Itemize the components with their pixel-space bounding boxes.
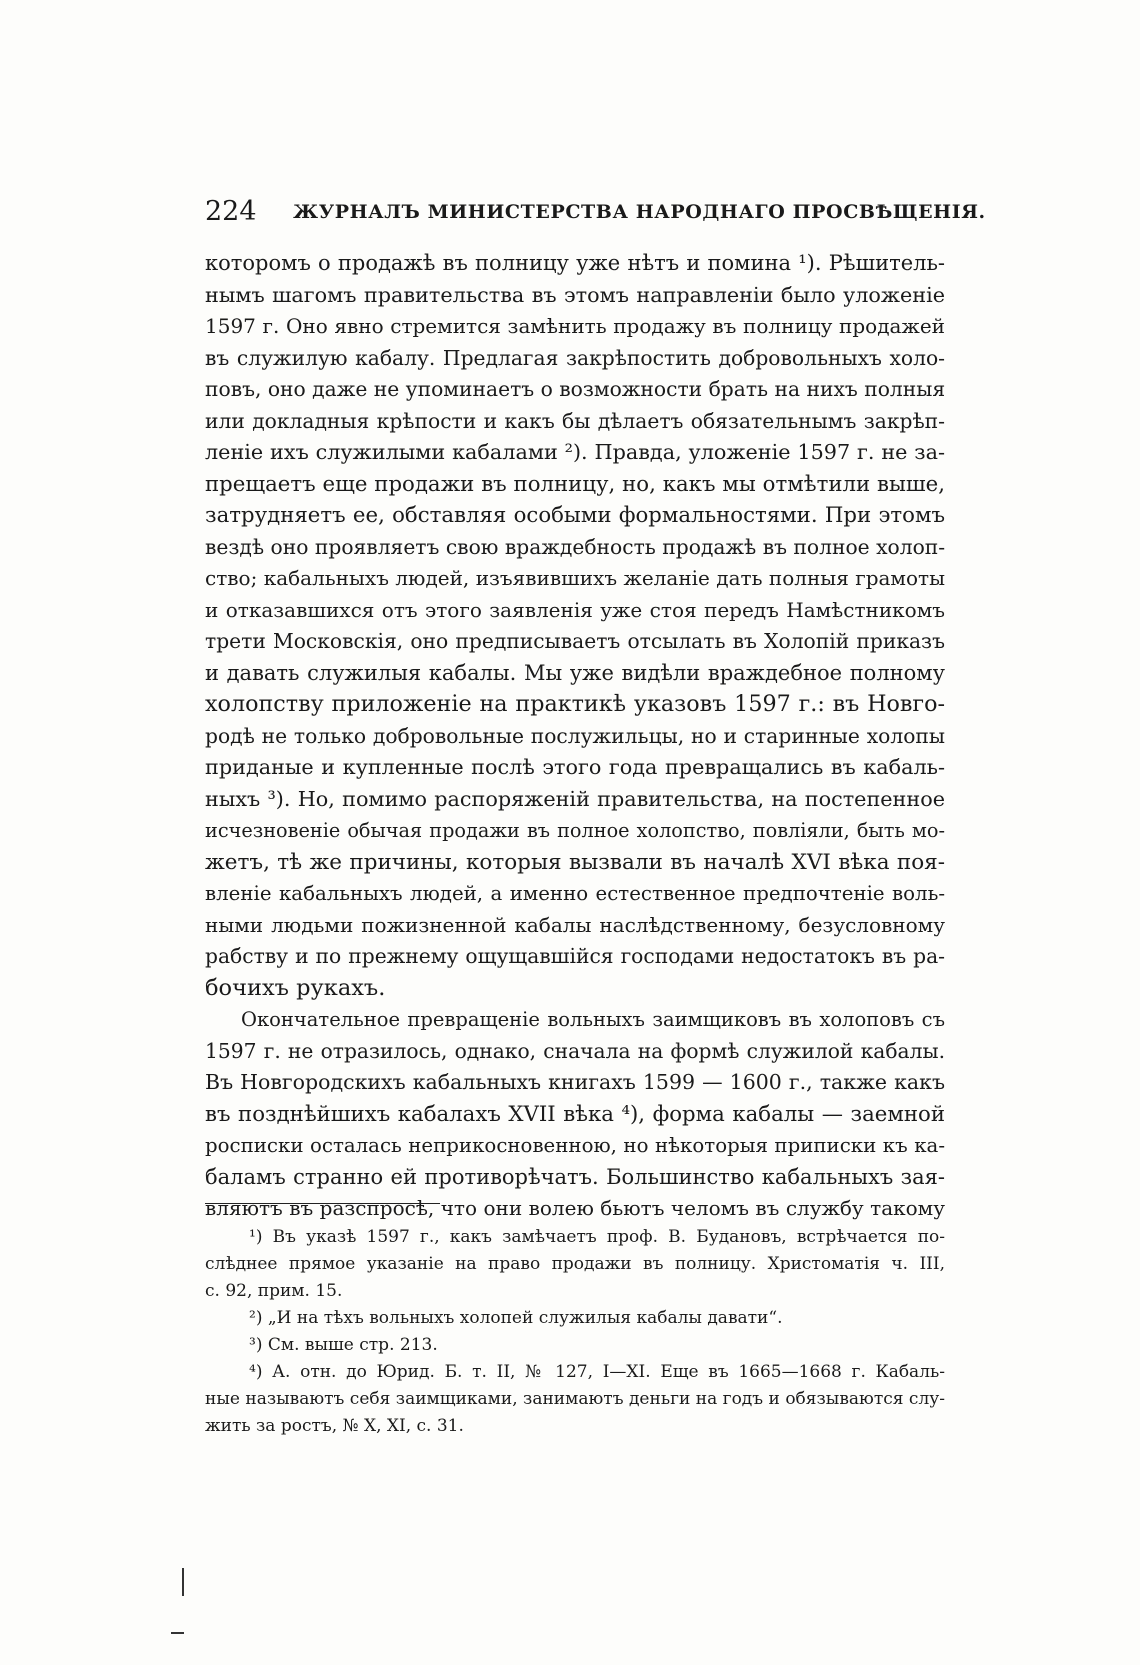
text-line: и давать служилыя кабалы. Мы уже видѣли враждебное полному bbox=[205, 660, 945, 685]
text-line: леніе ихъ служилыми кабалами ²). Правда, уложеніе 1597 г. не за- bbox=[205, 440, 945, 464]
text-line: баламъ странно ей противорѣчатъ. Большинство кабальныхъ зая- bbox=[205, 1164, 945, 1189]
page-number: 224 bbox=[205, 196, 257, 227]
text-line: и отказавшихся отъ этого заявленія уже стоя передъ Намѣстникомъ bbox=[205, 597, 945, 622]
footnote-line: ¹) Въ указѣ 1597 г., какъ замѣчаетъ проф. В. Будановъ, встрѣчается по- bbox=[249, 1227, 945, 1247]
footnote-line: слѣднее прямое указаніе на право продажи въ полницу. Христоматія ч. III, bbox=[205, 1254, 945, 1274]
main-text bbox=[205, 248, 945, 1225]
text-line: Въ Новгородскихъ кабальныхъ книгахъ 1599 — 1600 г., также какъ bbox=[205, 1070, 945, 1094]
footnote-line: ³) См. выше стр. 213. bbox=[249, 1335, 438, 1355]
text-line: вляютъ въ разспросѣ, что они волею бьютъ челомъ въ службу такому bbox=[205, 1196, 945, 1220]
running-header bbox=[205, 196, 986, 227]
text-line: жетъ, тѣ же причины, которыя вызвали въ началѣ XVI вѣка поя- bbox=[205, 849, 945, 875]
footnote-line: жить за ростъ, № X, XI, с. 31. bbox=[205, 1416, 464, 1436]
text-line: которомъ о продажѣ въ полницу уже нѣтъ и помина ¹). Рѣшитель- bbox=[205, 251, 945, 275]
margin-mark bbox=[182, 1568, 184, 1596]
text-line-paragraph-start: Окончательное превращеніе вольныхъ заимщиковъ въ холоповъ съ bbox=[241, 1008, 945, 1031]
text-line: 1597 г. Оно явно стремится замѣнить продажу въ полницу продажей bbox=[205, 314, 945, 338]
text-line: исчезновеніе обычая продажи въ полное холопство, повліяли, быть мо- bbox=[205, 819, 945, 842]
margin-mark bbox=[171, 1632, 184, 1634]
text-line: росписки осталась неприкосновенною, но нѣкоторыя приписки къ ка- bbox=[205, 1134, 945, 1157]
text-line: вездѣ оно проявляетъ свою враждебность продажѣ въ полное холоп- bbox=[205, 534, 946, 559]
text-line: повъ, оно даже не упоминаетъ о возможности брать на нихъ полныя bbox=[205, 377, 946, 401]
text-line: приданые и купленные послѣ этого года превращались въ кабаль- bbox=[205, 755, 945, 779]
text-line: въ служилую кабалу. Предлагая закрѣпостить добровольныхъ холо- bbox=[205, 345, 945, 370]
text-line: ными людьми пожизненной кабалы наслѣдственному, безусловному bbox=[205, 912, 945, 937]
footnote-line: ²) „И на тѣхъ вольныхъ холопей служилыя кабалы давати“. bbox=[249, 1308, 783, 1328]
text-line: ство; кабальныхъ людей, изъявившихъ желаніе дать полныя грамоты bbox=[205, 566, 945, 590]
footnote-line: ⁴) А. отн. до Юрид. Б. т. II, № 127, I—XI. Еще въ 1665—1668 г. Кабаль- bbox=[249, 1362, 945, 1382]
text-line: трети Московскія, оно предписываетъ отсылать въ Холопій приказъ bbox=[205, 629, 945, 653]
text-line-paragraph-end: бочихъ рукахъ. bbox=[205, 974, 386, 1001]
text-line: нымъ шагомъ правительства въ этомъ направленіи было уложеніе bbox=[205, 282, 945, 307]
text-line: ныхъ ³). Но, помимо распоряженій правительства, на постепенное bbox=[205, 786, 945, 811]
footnote-divider bbox=[205, 1203, 440, 1204]
text-line: холопству приложеніе на практикѣ указовъ 1597 г.: въ Новго- bbox=[205, 691, 945, 717]
text-line: рабству и по прежнему ощущавшійся господами недостатокъ въ ра- bbox=[205, 944, 945, 968]
text-line: затрудняетъ ее, обставляя особыми формальностями. При этомъ bbox=[205, 503, 945, 528]
journal-title: ЖУРНАЛЪ МИНИСТЕРСТВА НАРОДНАГО ПРОСВѢЩЕНІЯ. bbox=[293, 201, 986, 223]
text-line: 1597 г. не отразилось, однако, сначала на формѣ служилой кабалы. bbox=[205, 1038, 945, 1063]
footnote-line: ные называютъ себя заимщиками, занимаютъ деньги на годъ и обязываются слу- bbox=[205, 1389, 945, 1409]
text-line: вленіе кабальныхъ людей, а именно естественное предпочтеніе воль- bbox=[205, 882, 945, 905]
text-line: прещаетъ еще продажи въ полницу, но, какъ мы отмѣтили выше, bbox=[205, 471, 945, 497]
text-line: въ позднѣйшихъ кабалахъ XVII вѣка ⁴), форма кабалы — заемной bbox=[205, 1101, 945, 1127]
text-line: или докладныя крѣпости и какъ бы дѣлаетъ обязательнымъ закрѣп- bbox=[205, 408, 945, 433]
text-line: родѣ не только добровольные послужильцы, но и старинные холопы bbox=[205, 723, 945, 748]
footnote-line: с. 92, прим. 15. bbox=[205, 1281, 343, 1301]
footnotes bbox=[205, 1224, 945, 1440]
